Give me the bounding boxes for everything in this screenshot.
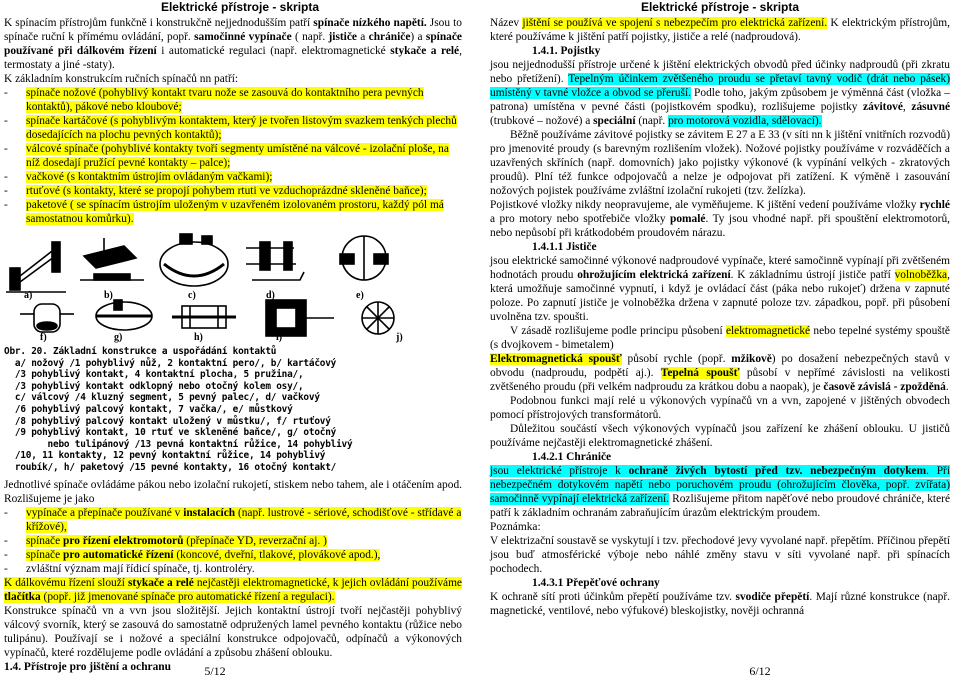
surge-paragraph: K ochraně sítí proti účinkům přepětí používáme tzv. svodiče přepětí. Mají různé konstrukce (např. magnetické, ventilové, nebo výfukové) bleskojistky, nověji ochranná xyxy=(490,591,951,617)
section-heading-1-4: 1.4. Přístroje pro jištění a ochranu xyxy=(4,660,171,673)
trip-systems-paragraph: V zásadě rozlišujeme podle principu působení elektromagnetické nebo tepelné systémy spouště (s dvojkovem - bimetalem) xyxy=(490,325,950,351)
breakers-paragraph: jsou elektrické samočinné výkonové nadproudové vypínače, které samočinně vypínají při zvětšeném hodnotách proudu ohrožujícím elektrická zařízení. K základnímu ústrojí jističe patří volnoběžka, která umožňuje samočinné vypnutí, i když je ovládací část (páka nebo rukojeť) držena v zapnuté poloze. Po zapnutí jističe je volnoběžka držena v zapnuté poloze tzv. západkou, popř. při působení uvolněna tzv. spoušti. xyxy=(490,255,950,323)
right-page-number: 6/12 xyxy=(749,664,771,678)
figure-label: h) xyxy=(194,332,203,343)
left-page-header: Elektrické přístroje - skripta xyxy=(160,0,320,14)
remote-control-paragraph: K dálkovému řízení slouží stykače a relé nejčastěji elektromagnetické, k jejich ovládání používáme tlačítka (popř. již jmenované spínače pro automatické řízení a regulaci). xyxy=(4,576,462,603)
rotary-contact-drawing xyxy=(96,300,152,330)
note-paragraph: V elektrizační soustavě se vyskytují i tzv. přechodové jevy vyvolané např. přepětím. Příčinou přepětí jsou buď atmosférické výboje nebo náhlé změny stavu v síti vyvolané např. při spínacích pochodech. xyxy=(490,535,950,575)
figure-label: e) xyxy=(356,290,364,301)
intro-paragraph: K spínacím přístrojům funkčně i konstrukčně nejjednodušším patří spínače nízkého napětí. Jsou to spínače ruční k přímému ovládání, popř. samočinné vypínače ( např. jističe a chrániče) a spínače používané při dálkovém řízení i automatické regulaci (např. elektromagnetické stykače a relé, termostaty a jiné -staty). xyxy=(4,17,462,71)
figure-label: a) xyxy=(24,290,33,301)
heading-surge-protection: 1.4.3.1 Přepěťové ochrany xyxy=(532,577,660,589)
tulip-contact-drawing xyxy=(172,306,236,328)
protection-intro-paragraph: Název jištění se používá ve spojení s nebezpečím pro elektrická zařízení. K elektrickým přístrojům, které používáme k jištění patří pojistky, jističe a relé (nadproudová). xyxy=(490,17,950,43)
brush-contact-drawing xyxy=(80,238,144,280)
note-label: Poznámka: xyxy=(490,521,541,533)
switch-type-item: - rtuťové (s kontakty, které se propojí pohybem rtuti ve vzduchoprázdné skleněné baňce); xyxy=(4,185,427,197)
relays-paragraph: Podobnou funkci mají relé u výkonových vypínačů vn a vvn, zapojené v jištěných obvodech pomocí přístrojových transformátorů. xyxy=(490,395,950,421)
heading-rcd: 1.4.2.1 Chrániče xyxy=(532,451,612,463)
switch-types-list xyxy=(4,86,462,226)
hv-construction-paragraph: Konstrukce spínačů vn a vvn jsou složitější. Jejich kontaktní ústrojí tvoří nejčastěji pohyblivý válcový svorník, který se zasouvá do samostatně odpružených lamel pevného kontaktu (růžice nebo tulipánu). Používají se i nožové a speciální konstrukce odpojovačů, odpínačů a výkonových vypínačů, které rozdělujeme podle ovládání a způsobu zhášení oblouku. xyxy=(4,604,462,659)
packet-contact-drawing xyxy=(266,300,334,336)
switch-type-item: - válcové spínače (pohyblivé kontakty tvoří segmenty umístěné na válcové - izolační ploše, na níž dosedají pružící pevné kontakty – palce); xyxy=(4,143,449,169)
knife-contact-drawing xyxy=(6,242,66,292)
drum-contact-drawing xyxy=(160,234,228,286)
right-page xyxy=(480,0,960,681)
fuse-inserts-paragraph: Pojistkové vložky nikdy neopravujeme, ale vyměňujeme. K jištění vedení používáme vložky rychlé a pro motory nebo spotřebiče vložky pomalé. Ty jsou vhodné např. při spouštění elektromotorů, nebo nepůsobí při krátkodobém proudovém nárazu. xyxy=(490,199,950,239)
usage-list xyxy=(4,506,462,576)
cam-contact-drawing xyxy=(246,242,304,280)
figure-label: d) xyxy=(266,290,275,301)
figure-label: g) xyxy=(114,332,123,343)
figure-label: i) xyxy=(276,332,283,343)
trip-types-paragraph: Elektromagnetická spoušť působí rychle (popř. mžikově) po dosažení nebezpečných stavů v obvodu (nadproudu, podpětí aj.). Tepelná spoušť působí v nepřímé závislosti na velikosti zvětšeného proudu (při velkém nadproudu za krátkou dobu a naopak), je časově závislá - zpožděná. xyxy=(490,353,950,393)
left-page-number: 5/12 xyxy=(204,664,226,678)
usage-item: - zvláštní význam mají řídicí spínače, tj. kontroléry. xyxy=(4,562,255,575)
switch-type-item: - spínače kartáčové (s pohyblivým kontaktem, který je tvořen listovým svazkem tenkých plechů dosedajících na plochu pevných kontaktů); xyxy=(4,115,457,141)
heading-circuit-breakers: 1.4.1.1 Jističe xyxy=(532,241,597,253)
figure-label: j) xyxy=(396,332,403,343)
usage-item: - spínače pro automatické řízení (koncové, dveřní, tlakové, plovákové apod.), xyxy=(4,548,381,561)
heading-fuses: 1.4.1. Pojistky xyxy=(532,45,601,57)
figure-label: c) xyxy=(188,290,196,301)
rosette-contact-drawing xyxy=(362,302,394,334)
mercury-contact-drawing xyxy=(20,304,74,332)
bridge-contact-drawing xyxy=(340,236,388,280)
figure-label: f) xyxy=(40,332,47,343)
figure-label: b) xyxy=(104,290,113,301)
figure-caption: Obr. 20. Základní konstrukce a uspořádání kontaktů a/ nožový /1 pohyblivý nůž, 2 kontaktní pero/, b/ kartáčový /3 pohyblivý kontakt, 4 kontaktní plocha, 5 pružina/, /3 pohyblivý kontakt odklopný nebo otočný kolem osy/, c/ válcový /4 kluzný segment, 5 pevný palec/, d/ vačkový /6 pohyblivý palcový kontakt, 7 vačka/, e/ můstkový /8 pohyblivý palcový kontakt uložený v můstku/, f/ rtuťový /9 pohyblivý kontakt, 10 rtuť ve skleněné baňce/, g/ otočný nebo tulipánový /13 pevná kontaktní růžice, 14 pohyblivý /10, 11 kontakty, 12 pevný kontaktní růžice, 14 pohyblivý roubík/, h/ paketový /15 pevné kontakty, 16 otočný kontakt/ xyxy=(4,346,353,473)
fuse-types-paragraph: Běžně používáme závitové pojistky se závitem E 27 a E 33 (v síti nn k jištění vnitřních rozvodů) pro jmenovité proudy (s barevným rozlišením vložek). Nožové pojistky používáme v rozváděčích a uzavřených skříních (např. domovních) jako pojistky výkonové (k vypínání velkých - zkratových proudů). Plní též funkce odpojovačů a nelze je odpojovat při zatížení. K výměně i zasouvání nožových pojistek používáme zvláštní izolační rukojeti (tzv. želízka). xyxy=(490,129,951,197)
right-page-header: Elektrické přístroje - skripta xyxy=(640,0,800,14)
fuses-paragraph: jsou nejjednodušší přístroje určené k jištění elektrických obvodů před účinky nadproudů (při zkratu nebo přetížení). Tepelným účinkem zvětšeného proudu se přetaví tavný vodič (drát nebo pásek) umístěný v tavné vložce a obvod se přeruší. Podle toho, jakým způsobem je výměnná část (vložka – patrona) umístěna v pevné části (pojistkovém spodku), rozlišujeme pojistky závitové, zásuvné (trubkové – nožové) a speciální (např. pro motorová vozidla, sdělovací). xyxy=(490,59,950,127)
rcd-paragraph: jsou elektrické přístroje k ochraně živých bytostí před tzv. nebezpečným dotykem. Při nebezpečném dotykovém napětí nebo poruchovém proudu (ohrožujícím člověka, popř. zvířata) samočinně vypínají elektrická zařízení. Rozlišujeme přitom napěťové nebo proudové chrániče, které patří k základním ochranám zabraňujícím úrazům elektrickým proudem. xyxy=(490,465,950,519)
switch-type-item: - paketové ( se spínacím ústrojím uloženým v uzavřeném izolovaném prostoru, každý pól má samostatnou komůrku). xyxy=(4,199,444,225)
usage-item: - vypínače a přepínače používané v instalacích (např. lustrové - sériové, schodišťové - střídavé a křížové), xyxy=(4,506,462,533)
right-column xyxy=(490,16,950,636)
after-figure-paragraph: Jednotlivé spínače ovládáme pákou nebo izolační rukojetí, stiskem nebo tahem, ale i otáčením apod. Rozlišujeme je jako xyxy=(4,478,462,505)
arc-quenching-paragraph: Důležitou součástí všech výkonových vypínačů jsou zařízení ke zhášení oblouku. U jističů používáme nejčastěji elektromagnetické zhášení. xyxy=(490,423,950,449)
types-intro: K základním konstrukcím ručních spínačů nn patří: xyxy=(4,73,239,85)
switch-type-item: - spínače nožové (pohyblivý kontakt tvaru nože se zasouvá do kontaktního pera pevných kontaktů), pákové nebo kloubové; xyxy=(4,87,424,113)
switch-type-item: - vačkové (s kontaktním ústrojím ovládaným vačkami); xyxy=(4,171,273,183)
contact-constructions-figure xyxy=(4,228,444,342)
usage-item: - spínače pro řízení elektromotorů (přepínače YD, reverzační aj. ) xyxy=(4,534,327,547)
